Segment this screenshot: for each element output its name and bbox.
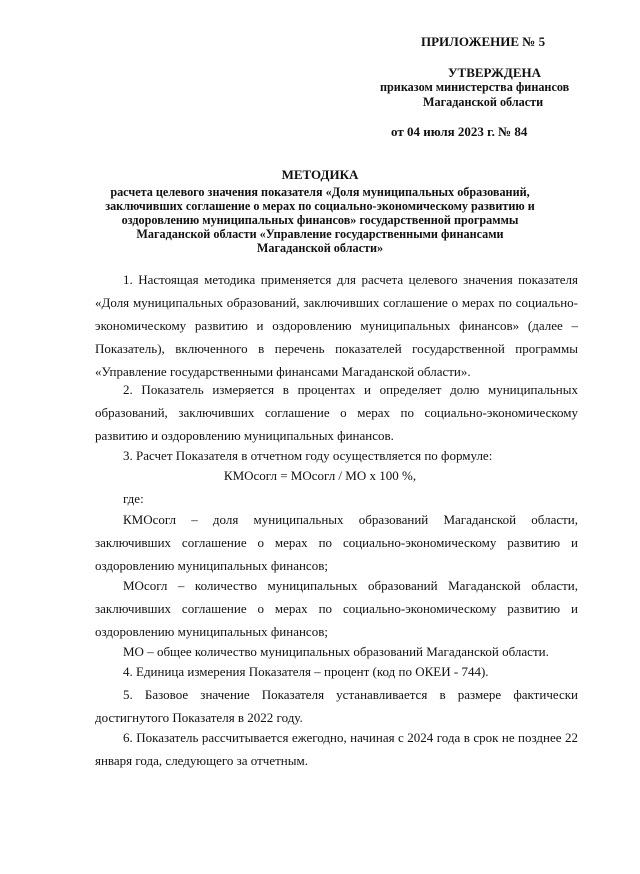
paragraph-3: 3. Расчет Показателя в отчетном году осуществляется по формуле:	[123, 448, 493, 463]
definition-kmo: КМОсогл – доля муниципальных образований Магаданской области, заключивших соглашение о мерах по социально-экономическому развитию и оздоровлению муниципальных финансов;	[95, 512, 578, 573]
appendix-number: ПРИЛОЖЕНИЕ № 5	[421, 34, 546, 49]
order-line-1: приказом министерства финансов	[380, 80, 570, 94]
title-line-4: Магаданской области «Управление государственными финансами	[136, 227, 504, 241]
paragraph-2: 2. Показатель измеряется в процентах и определяет долю муниципальных образований, заключивших соглашение о мерах по социально-экономическому развитию и оздоровлению муниципальных финансов.	[95, 382, 578, 443]
definition-mo: МО – общее количество муниципальных образований Магаданской области.	[123, 644, 549, 659]
paragraph-4: 4. Единица измерения Показателя – процент (код по ОКЕИ - 744).	[123, 664, 489, 679]
paragraph-1: 1. Настоящая методика применяется для расчета целевого значения показателя «Доля муниципальных образований, заключивших соглашение о мерах по социально-экономическому развитию и оздоровлению муниципальных финансов» (далее – Показатель), включенного в перечень показателей государственной программы «Управление государственными финансами Магаданской области».	[95, 272, 578, 379]
order-line-2: Магаданской области	[423, 95, 544, 109]
approved-label: УТВЕРЖДЕНА	[448, 65, 542, 80]
title-line-1: расчета целевого значения показателя «Доля муниципальных образований,	[110, 185, 530, 199]
order-date: от 04 июля 2023 г. № 84	[391, 124, 528, 139]
where-label: где:	[123, 491, 144, 506]
title-line-2: заключивших соглашение о мерах по социально-экономическому развитию и	[105, 199, 535, 213]
title-line-3: оздоровлению муниципальных финансов» государственной программы	[121, 213, 519, 227]
paragraph-5: 5. Базовое значение Показателя устанавливается в размере фактически достигнутого Показателя в 2022 году.	[95, 687, 578, 725]
definition-mo-sogl: МОсогл – количество муниципальных образований Магаданской области, заключивших соглашение о мерах по социально-экономическому развитию и оздоровлению муниципальных финансов;	[95, 578, 578, 639]
paragraph-6: 6. Показатель рассчитывается ежегодно, начиная с 2024 года в срок не позднее 22 января года, следующего за отчетным.	[95, 730, 578, 768]
formula: КМОсогл = МОсогл / МО х 100 %,	[223, 468, 417, 483]
document-title: МЕТОДИКА	[281, 167, 359, 182]
title-line-5: Магаданской области»	[256, 241, 384, 255]
